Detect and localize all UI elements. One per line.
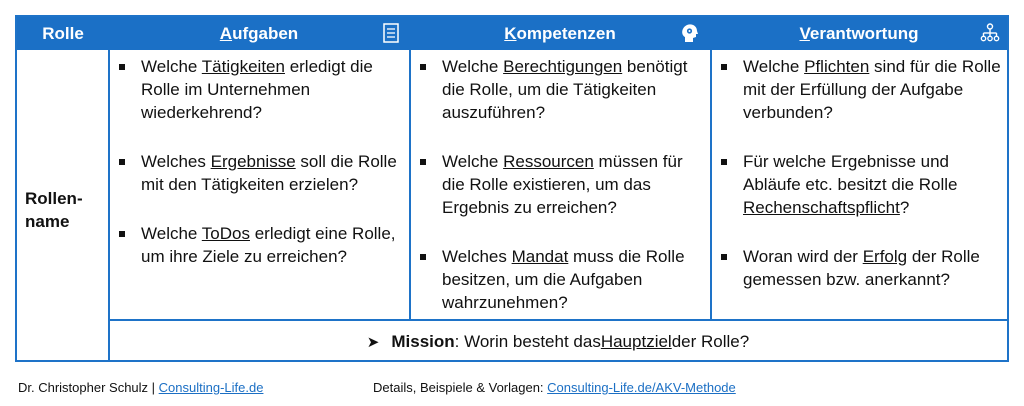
header-verantwortung (711, 17, 1007, 50)
column-verantwortung (715, 55, 1003, 291)
arrow-icon: ➤ (366, 333, 380, 351)
header-kompetenzen-rest: ompetenzen (516, 23, 616, 43)
footer-author-link[interactable]: Consulting-Life.de (158, 380, 264, 395)
divider (710, 50, 712, 320)
list-item (414, 150, 706, 219)
mission-text: : Worin besteht das (454, 331, 601, 351)
header-kompetenzen (410, 17, 710, 50)
item-keyword: Ressourcen (503, 152, 594, 171)
list-item (414, 245, 706, 314)
mission-label: Mission (391, 331, 455, 351)
header-kompetenzen-label (504, 24, 615, 44)
item-text: muss die Rolle besitzen, um die Aufgaben wahrzunehmen? (442, 247, 685, 312)
item-keyword: Rechenschaftspflicht (743, 198, 900, 217)
list-item (113, 55, 405, 124)
footer-author-text: Dr. Christopher Schulz | (18, 380, 159, 395)
list-item (715, 150, 1003, 219)
item-text: erledigt die Rolle im Unternehmen wiederkehrend? (141, 57, 373, 122)
table-header (17, 17, 1007, 50)
column-kompetenzen (414, 55, 706, 314)
item-text: benötigt die Rolle, um die Tätigkeiten auszuführen? (442, 57, 688, 122)
header-verantwortung-label (799, 24, 918, 44)
header-rolle-label: Rolle (42, 23, 84, 43)
header-kompetenzen-initial: K (504, 23, 517, 43)
org-chart-icon (980, 23, 1000, 43)
list-item (113, 222, 405, 268)
footer-details-text: Details, Beispiele & Vorlagen: (373, 380, 548, 395)
bullet-icon (721, 159, 727, 165)
divider (409, 50, 411, 320)
bullet-icon (119, 64, 125, 70)
list-item (414, 55, 706, 124)
header-verantwortung-initial: V (799, 23, 810, 43)
bullet-icon (119, 159, 125, 165)
list-item (715, 245, 1003, 291)
bullet-icon (721, 254, 727, 260)
item-text: Woran wird der (743, 247, 863, 266)
head-gear-icon (679, 23, 699, 43)
item-text: ? (899, 198, 910, 217)
role-name: Rollen- name (25, 189, 83, 231)
header-aufgaben-initial: A (219, 23, 233, 43)
header-aufgaben-rest: ufgaben (232, 23, 299, 43)
divider (108, 50, 110, 360)
item-keyword: Tätigkeiten (201, 57, 285, 76)
item-text: Welche (743, 57, 805, 76)
item-text: Welche (442, 57, 504, 76)
item-keyword: Erfolg (862, 247, 908, 266)
header-rolle (17, 17, 109, 50)
item-keyword: ToDos (201, 224, 250, 243)
list-item (715, 55, 1003, 124)
item-text: Welches (442, 247, 512, 266)
item-text: Welche (442, 152, 504, 171)
bullet-icon (721, 64, 727, 70)
mission-row (109, 321, 1007, 362)
item-text: müssen für die Rolle existieren, um das Ergebnis zu erreichen? (442, 152, 683, 217)
akv-table (15, 15, 1009, 362)
bullet-icon (420, 254, 426, 260)
list-item (113, 150, 405, 196)
bullet-icon (420, 159, 426, 165)
item-text: der Rolle gemessen bzw. anerkannt? (743, 247, 980, 289)
column-aufgaben (113, 55, 405, 268)
checklist-icon (381, 23, 401, 43)
item-text: sind für die Rolle mit der Erfüllung der Aufgabe verbunden? (743, 57, 1001, 122)
header-aufgaben-label (220, 24, 298, 44)
header-verantwortung-rest: erantwortung (809, 23, 919, 43)
item-text: Welche (141, 57, 202, 76)
footer-details (373, 380, 736, 395)
item-text: Welche (141, 224, 202, 243)
item-keyword: Berechtigungen (503, 57, 623, 76)
bullet-icon (119, 231, 125, 237)
item-keyword: Mandat (511, 247, 569, 266)
item-keyword: Ergebnisse (210, 152, 296, 171)
mission-text: der Rolle? (671, 331, 750, 351)
header-aufgaben (109, 17, 409, 50)
item-text: Für welche Ergebnisse und Abläufe etc. besitzt die Rolle (743, 152, 958, 194)
item-text: soll die Rolle mit den Tätigkeiten erzielen? (141, 152, 397, 194)
item-keyword: Pflichten (804, 57, 870, 76)
footer-details-link[interactable]: Consulting-Life.de/AKV-Methode (547, 380, 736, 395)
item-text: erledigt eine Rolle, um ihre Ziele zu erreichen? (141, 224, 396, 266)
bullet-icon (420, 64, 426, 70)
mission-keyword: Hauptziel (600, 331, 672, 351)
item-text: Welches (141, 152, 211, 171)
footer-author (18, 380, 263, 395)
